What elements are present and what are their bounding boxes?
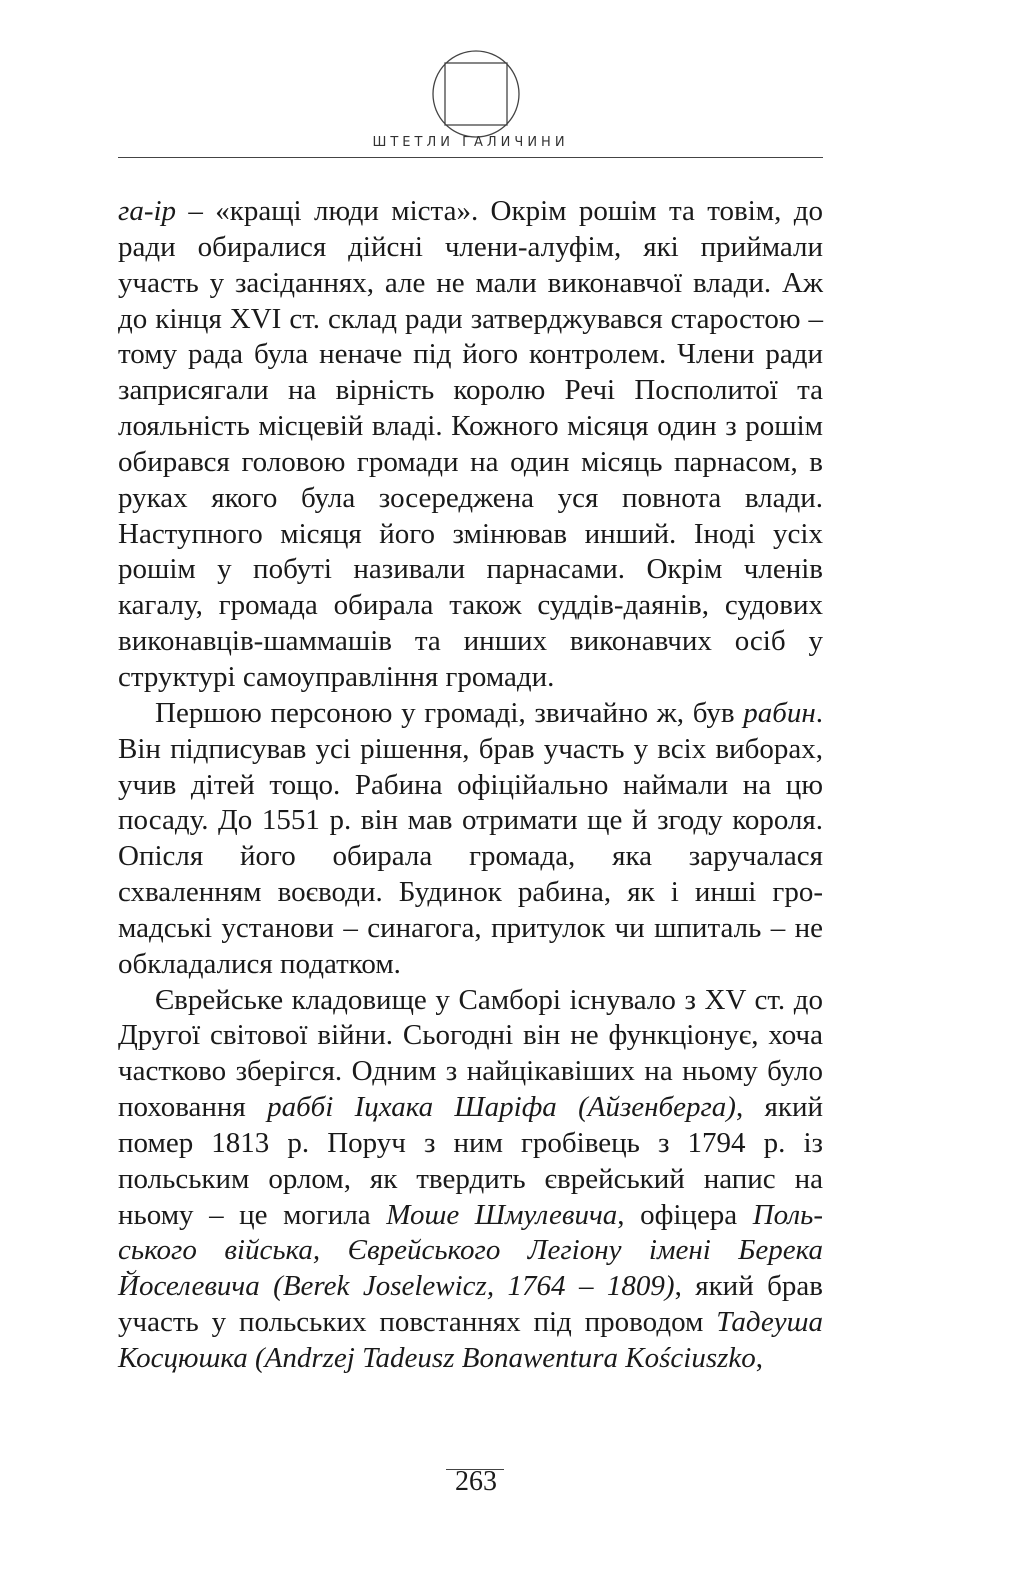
paragraph [118, 696, 823, 983]
italic-text: Польського війська, Єврейського Легіону імені Берека Йоселевича (Berek Joselewicz, 1764 – 1809) [118, 1198, 823, 1303]
text-run: , [755, 1342, 764, 1374]
italic-text: Тадеуша Косцюшка (Andrzej Tadeusz Bonawentura Kościuszko [118, 1306, 823, 1374]
text-run: . Він підписував усі рішення, брав участь у всіх виборах, учив дітей тощо. Рабина офіційально наймали на цю посаду. До 1551 р. він мав отримати ще й згоду короля. Опісля його обирала громада, яка заручалася схваленням воєводи. Будинок рабина, як і инші громадські установи – синагога, притулок чи шпиталь – не обкладалися податком. [118, 696, 823, 980]
text-run: Єврейське кладовище у Самборі існувало з XV ст. до Другої світової війни. Сьогодні він не функціонує, хоча частково зберігся. Одним з найцікавіших на ньому було поховання [118, 983, 823, 1124]
paragraph [118, 983, 823, 1377]
italic-text: рабин [743, 696, 816, 729]
body-text [118, 194, 823, 1377]
italic-text: га-ір [118, 195, 177, 227]
italic-text: Моше Шмулевича [386, 1198, 618, 1231]
text-run: Першою персоною у громаді, звичайно ж, був [155, 696, 744, 729]
paragraph [118, 194, 823, 696]
running-head: ШТЕТЛИ ГАЛИЧИНИ [372, 135, 569, 150]
page-number: 263 [455, 1466, 497, 1497]
italic-text: раббі Іцхака Шаріфа (Айзенберга) [267, 1091, 736, 1124]
header-rule [118, 157, 823, 158]
text-run: , який помер 1813 р. Поруч з ним гробівець з 1794 р. із польським орлом, як твердить єврейський напис на ньому – це могила [118, 1091, 823, 1231]
text-run: – «кращі люди міста». Окрім рошім та товім, до ради обиралися дійсні члени-алуфім, які приймали участь у засіданнях, але не мали виконавчої влади. Аж до кінця XVI ст. склад ради затверджувався старостою – тому рада була неначе під його контролем. Члени ради заприсягали на вірність королю Речі Посполитої та лояльність місцевій владі. Кожного місяця один з рошім обирався головою громади на один місяць парнасом, в руках якого була зосереджена уся повнота влади. Наступного місяця його змінював инший. Іноді усіх рошім у побуті називали парнасами. Окрім членів кагалу, громада обирала також суддів-даянів, судових виконавців-шаммашів та инших виконавчих осіб у структурі самоуправління громади. [118, 195, 823, 693]
text-run: , офіцера [617, 1198, 753, 1231]
text-run: , який брав участь у польських повстаннях під проводом [118, 1270, 823, 1339]
circle-square-emblem-icon [430, 48, 522, 140]
